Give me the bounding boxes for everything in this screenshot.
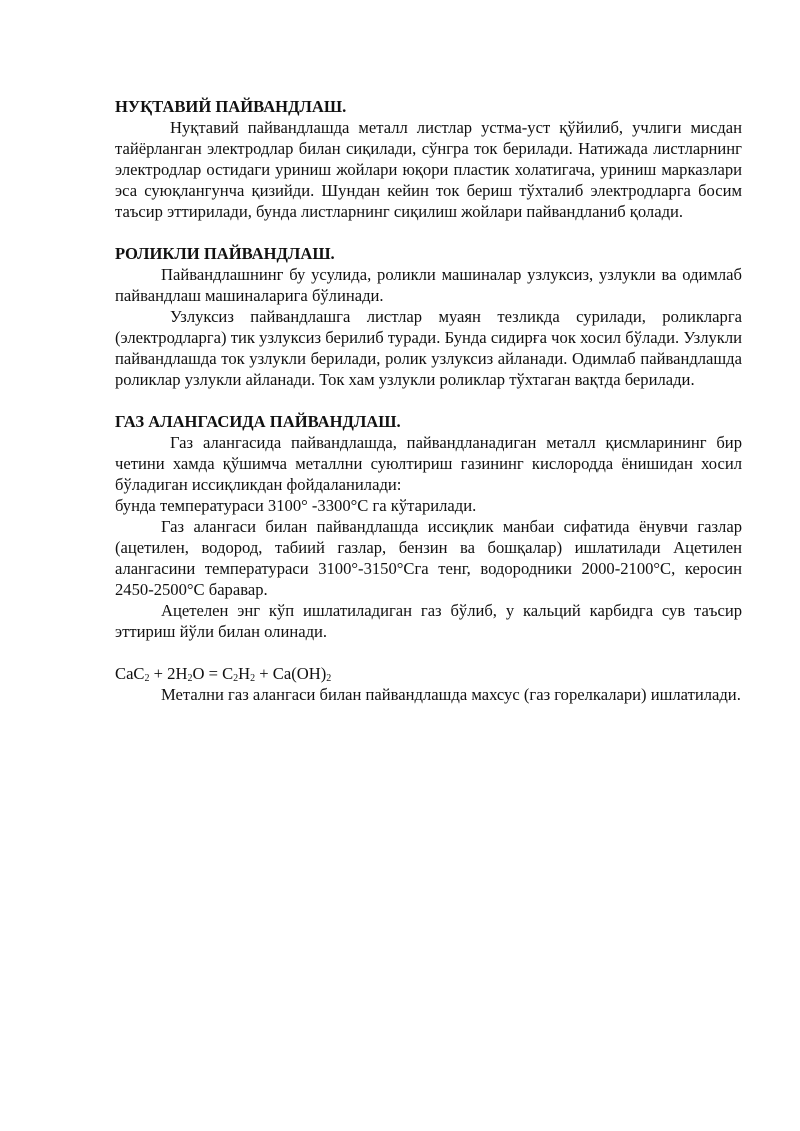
section-spacer [115,390,742,411]
paragraph-roller-welding-details: Узлуксиз пайвандлашга листлар муаян тезликда сурилади, роликларга (электродларга) тик узлуксиз берилиб туради. Бунда сидирға чок хосил бўлади. Узлукли пайвандлашда ток узлукли берилади, ролик узлуксиз айланади. Одимлаб пайвандлашда роликлар узлукли айланади. Ток хам узлукли роликлар тўхтаган вақтда берилади. [115,307,742,389]
section-heading-roller-welding: РОЛИКЛИ ПАЙВАНДЛАШ. [115,244,335,263]
paragraph-roller-welding-intro: Пайвандлашнинг бу усулида, роликли машиналар узлуксиз, узлукли ва одимлаб пайвандлаш машиналарига бўлинади. [115,265,742,305]
chemical-formula [115,663,742,684]
formula-part: + Ca(OH) [255,664,327,683]
formula-part: CaC [115,664,145,683]
formula-subscript: 2 [250,673,256,684]
formula-subscript: 2 [187,673,193,684]
section-spacer [115,642,742,663]
section-spacer [115,222,742,243]
formula-part: O = C [192,664,234,683]
paragraph-spot-welding: Нуқтавий пайвандлашда металл листлар устма-уст қўйилиб, учлиги мисдан тайёрланган электродлар билан сиқилади, сўнгра ток берилади. Натижада листларнинг электродлар остидаги уриниш жойлари юқори пластик холатигача, уриниш марказлари эса суюқлангунча қизийди. Шундан кейин ток бериш тўхталиб электродларга босим таъсир эттирилади, бунда листларнинг сиқилиш жойлари пайвандланиб қолади. [115,118,742,221]
paragraph-gas-welding-fuels: Газ алангаси билан пайвандлашда иссиқлик манбаи сифатида ёнувчи газлар (ацетилен, водород, табиий газлар, бензин ва бошқалар) ишлатилади Ацетилен алангасини температураси 3100°-3150°Сга тенг, водородники 2000-2100°С, керосин 2450-2500°С баравар. [115,517,742,599]
formula-subscript: 2 [233,673,239,684]
formula-part: H [238,664,251,683]
section-heading-gas-welding: ГАЗ АЛАНГАСИДА ПАЙВАНДЛАШ. [115,412,401,431]
section-heading-spot-welding: НУҚТАВИЙ ПАЙВАНДЛАШ. [115,97,347,116]
formula-part: + 2H [149,664,188,683]
formula-subscript: 2 [326,673,332,684]
paragraph-gas-welding-temperature: бунда температураси 3100° -3300°С га кўтарилади. [115,496,477,515]
document-page [115,96,742,705]
paragraph-acetylene: Ацетелен энг кўп ишлатиладиган газ бўлиб, у кальций карбидга сув таъсир эттириш йўли билан олинади. [115,601,742,641]
formula-subscript: 2 [144,673,150,684]
paragraph-gas-welding-intro: Газ алангасида пайвандлашда, пайвандланадиган металл қисмларининг бир четини хамда қўшимча металлни суюлтириш газининг кислородда ёнишидан хосил бўладиган иссиқликдан фойдаланилади: [115,433,742,494]
paragraph-gas-burners: Метални газ алангаси билан пайвандлашда махсус (газ горелкалари) ишлатилади. [161,685,741,704]
